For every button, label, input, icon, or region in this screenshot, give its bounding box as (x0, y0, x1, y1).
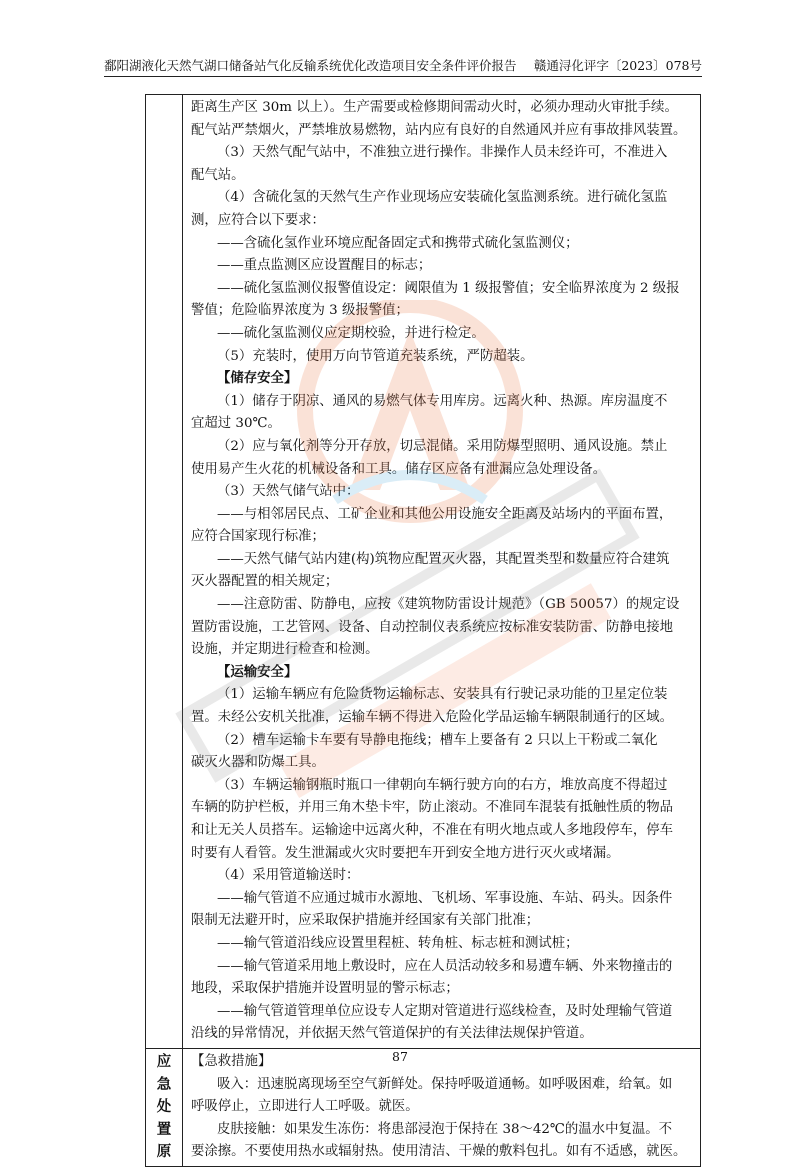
report-title: 鄱阳湖液化天然气湖口储备站气化反输系统优化改造项目安全条件评价报告 (104, 58, 517, 73)
text-line: 碳灭火器和防爆工具。 (191, 755, 325, 771)
text-line: ——输气管道不应通过城市水源地、飞机场、军事设施、车站、码头。因条件 (217, 890, 673, 906)
text-line: ——天然气储气站内建(构)筑物应配置灭火器，其配置类型和数量应符合建筑 (217, 551, 670, 567)
text-line: 警值；危险临界浓度为 3 级报警值； (191, 303, 409, 319)
text-line: （4）采用管道输送时： (217, 868, 360, 884)
measures-row (146, 95, 701, 1049)
text-line: （1）储存于阴凉、通风的易燃气体专用库房。远离火种、热源。库房温度不 (217, 393, 668, 409)
row-label-cell (146, 95, 183, 1049)
emergency-label-char: 急 (156, 1076, 172, 1093)
text-line: 时要有人看管。发生泄漏或火灾时要把车开到安全地方进行灭火或堵漏。 (191, 845, 620, 861)
text-line: 置防雷设施，工艺管网、设备、自动控制仪表系统应按标准安装防雷、防静电接地 (191, 619, 674, 635)
measures-content (183, 95, 701, 1049)
text-line: （3）天然气储气站中： (217, 484, 360, 500)
text-line: （2）槽车运输卡车要有导静电拖线；槽车上要备有 2 只以上干粉或二氧化 (217, 732, 658, 748)
text-line: ——输气管道管理单位应设专人定期对管道进行巡线检查，及时处理输气管道 (217, 1003, 673, 1019)
content-table (145, 94, 701, 1167)
text-line: ——输气管道采用地上敷设时，应在人员活动较多和易遭车辆、外来物撞击的 (217, 958, 673, 974)
text-line: 距离生产区 30m 以上）。生产需要或检修期间需动火时，必须办理动火审批手续。 (191, 100, 678, 115)
text-line: 地段，采取保护措施并设置明显的警示标志； (191, 981, 459, 997)
page-header (104, 58, 702, 77)
text-line: 使用易产生火花的机械设备和工具。储存区应备有泄漏应急处理设备。 (191, 461, 607, 477)
text-line: 和让无关人员搭车。运输途中远离火种，不准在有明火地点或人多地段停车，停车 (191, 823, 674, 838)
text-line: 配气站严禁烟火，严禁堆放易燃物，站内应有良好的自然通风并应有事故排风装置。 (191, 122, 687, 138)
text-line: （5）充装时，使用万向节管道充装系统，严防超装。 (217, 348, 534, 364)
text-line: 配气站。 (191, 167, 245, 183)
text-line: ——含硫化氢作业环境应配备固定式和携带式硫化氢监测仪； (217, 235, 579, 251)
text-line: ——硫化氢监测仪应定期校验，并进行检定。 (217, 325, 485, 341)
text-line: 【运输安全】 (217, 664, 298, 680)
emergency-label-char: 应 (156, 1053, 172, 1070)
text-line: 宜超过 30℃。 (191, 416, 281, 432)
text-line: 皮肤接触：如果发生冻伤：将患部浸泡于保持在 38～42℃的温水中复温。不 (217, 1121, 673, 1137)
text-line: （1）运输车辆应有危险货物运输标志、安装具有行驶记录功能的卫星定位装 (217, 687, 668, 703)
text-line: ——重点监测区应设置醒目的标志； (217, 258, 432, 274)
text-line: ——注意防雷、防静电，应按《建筑物防雷设计规范》（GB 50057）的规定设 (217, 597, 680, 613)
text-line: 限制无法避开时，应采取保护措施并经国家有关部门批准； (191, 913, 540, 929)
emergency-label-char: 置 (156, 1121, 172, 1138)
text-line: 车辆的防护栏板，并用三角木垫卡牢，防止滚动。不准同车混装有抵触性质的物品 (191, 800, 674, 816)
text-line: ——与相邻居民点、工矿企业和其他公用设施安全距离及站场内的平面布置， (217, 506, 673, 522)
emergency-row (146, 1048, 701, 1166)
document-number: 赣通浔化评字〔2023〕078号 (533, 58, 702, 73)
text-line: （2）应与氧化剂等分开存放，切忌混储。采用防爆型照明、通风设施。禁止 (217, 438, 668, 454)
text-line: 沿线的异常情况，并依据天然气管道保护的有关法律法规保护管道。 (191, 1026, 593, 1042)
text-line: （4）含硫化氢的天然气生产作业现场应安装硫化氢监测系统。进行硫化氢监 (217, 190, 668, 206)
text-line: 吸入：迅速脱离现场至空气新鲜处。保持呼吸道通畅。如呼吸困难，给氧。如 (217, 1076, 673, 1092)
text-line: ——硫化氢监测仪报警值设定：阈限值为 1 级报警值；安全临界浓度为 2 级报 (217, 280, 680, 296)
text-line: 置。未经公安机关批准，运输车辆不得进入危险化学品运输车辆限制通行的区域。 (191, 710, 674, 726)
text-line: （3）车辆运输钢瓶时瓶口一律朝向车辆行驶方向的右方，堆放高度不得超过 (217, 777, 668, 793)
text-line: 要涂擦。不要使用热水或辐射热。使用清洁、干燥的敷料包扎。如有不适感，就医。 (191, 1144, 687, 1160)
emergency-label-char: 原 (156, 1144, 172, 1161)
text-line: 灭火器配置的相关规定； (191, 574, 339, 590)
text-line: 呼吸停止，立即进行人工呼吸。就医。 (191, 1099, 419, 1115)
page-number: 87 (392, 1049, 408, 1064)
emergency-label-cell (146, 1048, 183, 1166)
text-line: 测，应符合以下要求： (191, 212, 325, 228)
text-line: 【急救措施】 (191, 1053, 272, 1069)
text-line: 应符合国家现行标准； (191, 529, 325, 545)
text-line: 设施，并定期进行检查和检测。 (191, 642, 379, 658)
text-line: ——输气管道沿线应设置里程桩、转角桩、标志桩和测试桩； (217, 935, 579, 951)
emergency-label (146, 1049, 182, 1164)
emergency-label-char: 处 (156, 1099, 172, 1116)
emergency-content (183, 1048, 701, 1166)
text-line: （3）天然气配气站中，不准独立进行操作。非操作人员未经许可，不准进入 (217, 145, 668, 161)
text-line: 【储存安全】 (217, 371, 298, 387)
